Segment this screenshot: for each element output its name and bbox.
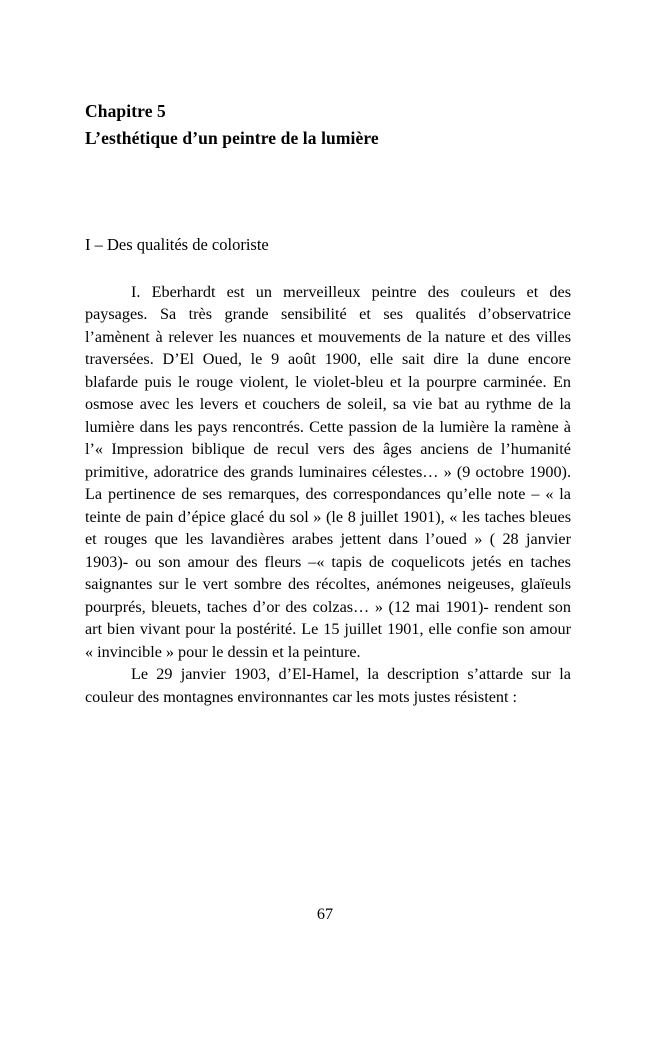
body-paragraph-1: I. Eberhardt est un merveilleux peintre des couleurs et des paysages. Sa très grande sensibilité et ses qualités d’observatrice l’amènent à relever les nuances et mouvements de la nature et des villes traversées. D’El Oued, le 9 août 1900, elle sait dire la dune encore blafarde puis le rouge violent, le violet-bleu et la pourpre carminée. En osmose avec les levers et couchers de soleil, sa vie bat au rythme de la lumière dans les pays rencontrés. Cette passion de la lumière la ramène à l’« Impression biblique de recul vers des âges anciens de l’humanité primitive, adoratrice des grands luminaires célestes… » (9 octobre 1900). La pertinence de ses remarques, des correspondances qu’elle note – « la teinte de pain d’épice glacé du sol » (le 8 juillet 1901), « les taches bleues et rouges que les lavandières arabes jettent dans l’oued » ( 28 janvier 1903)- ou son amour des fleurs –« tapis de coquelicots jetés en taches saignantes sur le vert sombre des récoltes, anémones neigeuses, glaïeuls pourprés, bleuets, taches d’or des colzas… » (12 mai 1901)- rendent son art bien vivant pour la postérité. Le 15 juillet 1901, elle confie son amour « invincible » pour le dessin et la peinture. [85,282,571,661]
body-paragraph-2: Le 29 janvier 1903, d’El-Hamel, la description s’attarde sur la couleur des montagnes environnantes car les mots justes résistent : [85,665,571,706]
page-content [85,0,571,708]
section-heading: I – Des qualités de coloriste [85,235,269,254]
page-number: 67 [316,905,334,923]
chapter-number: Chapitre 5 [85,101,166,121]
chapter-heading [85,0,571,152]
chapter-title: L’esthétique d’un peintre de la lumière [85,128,379,148]
